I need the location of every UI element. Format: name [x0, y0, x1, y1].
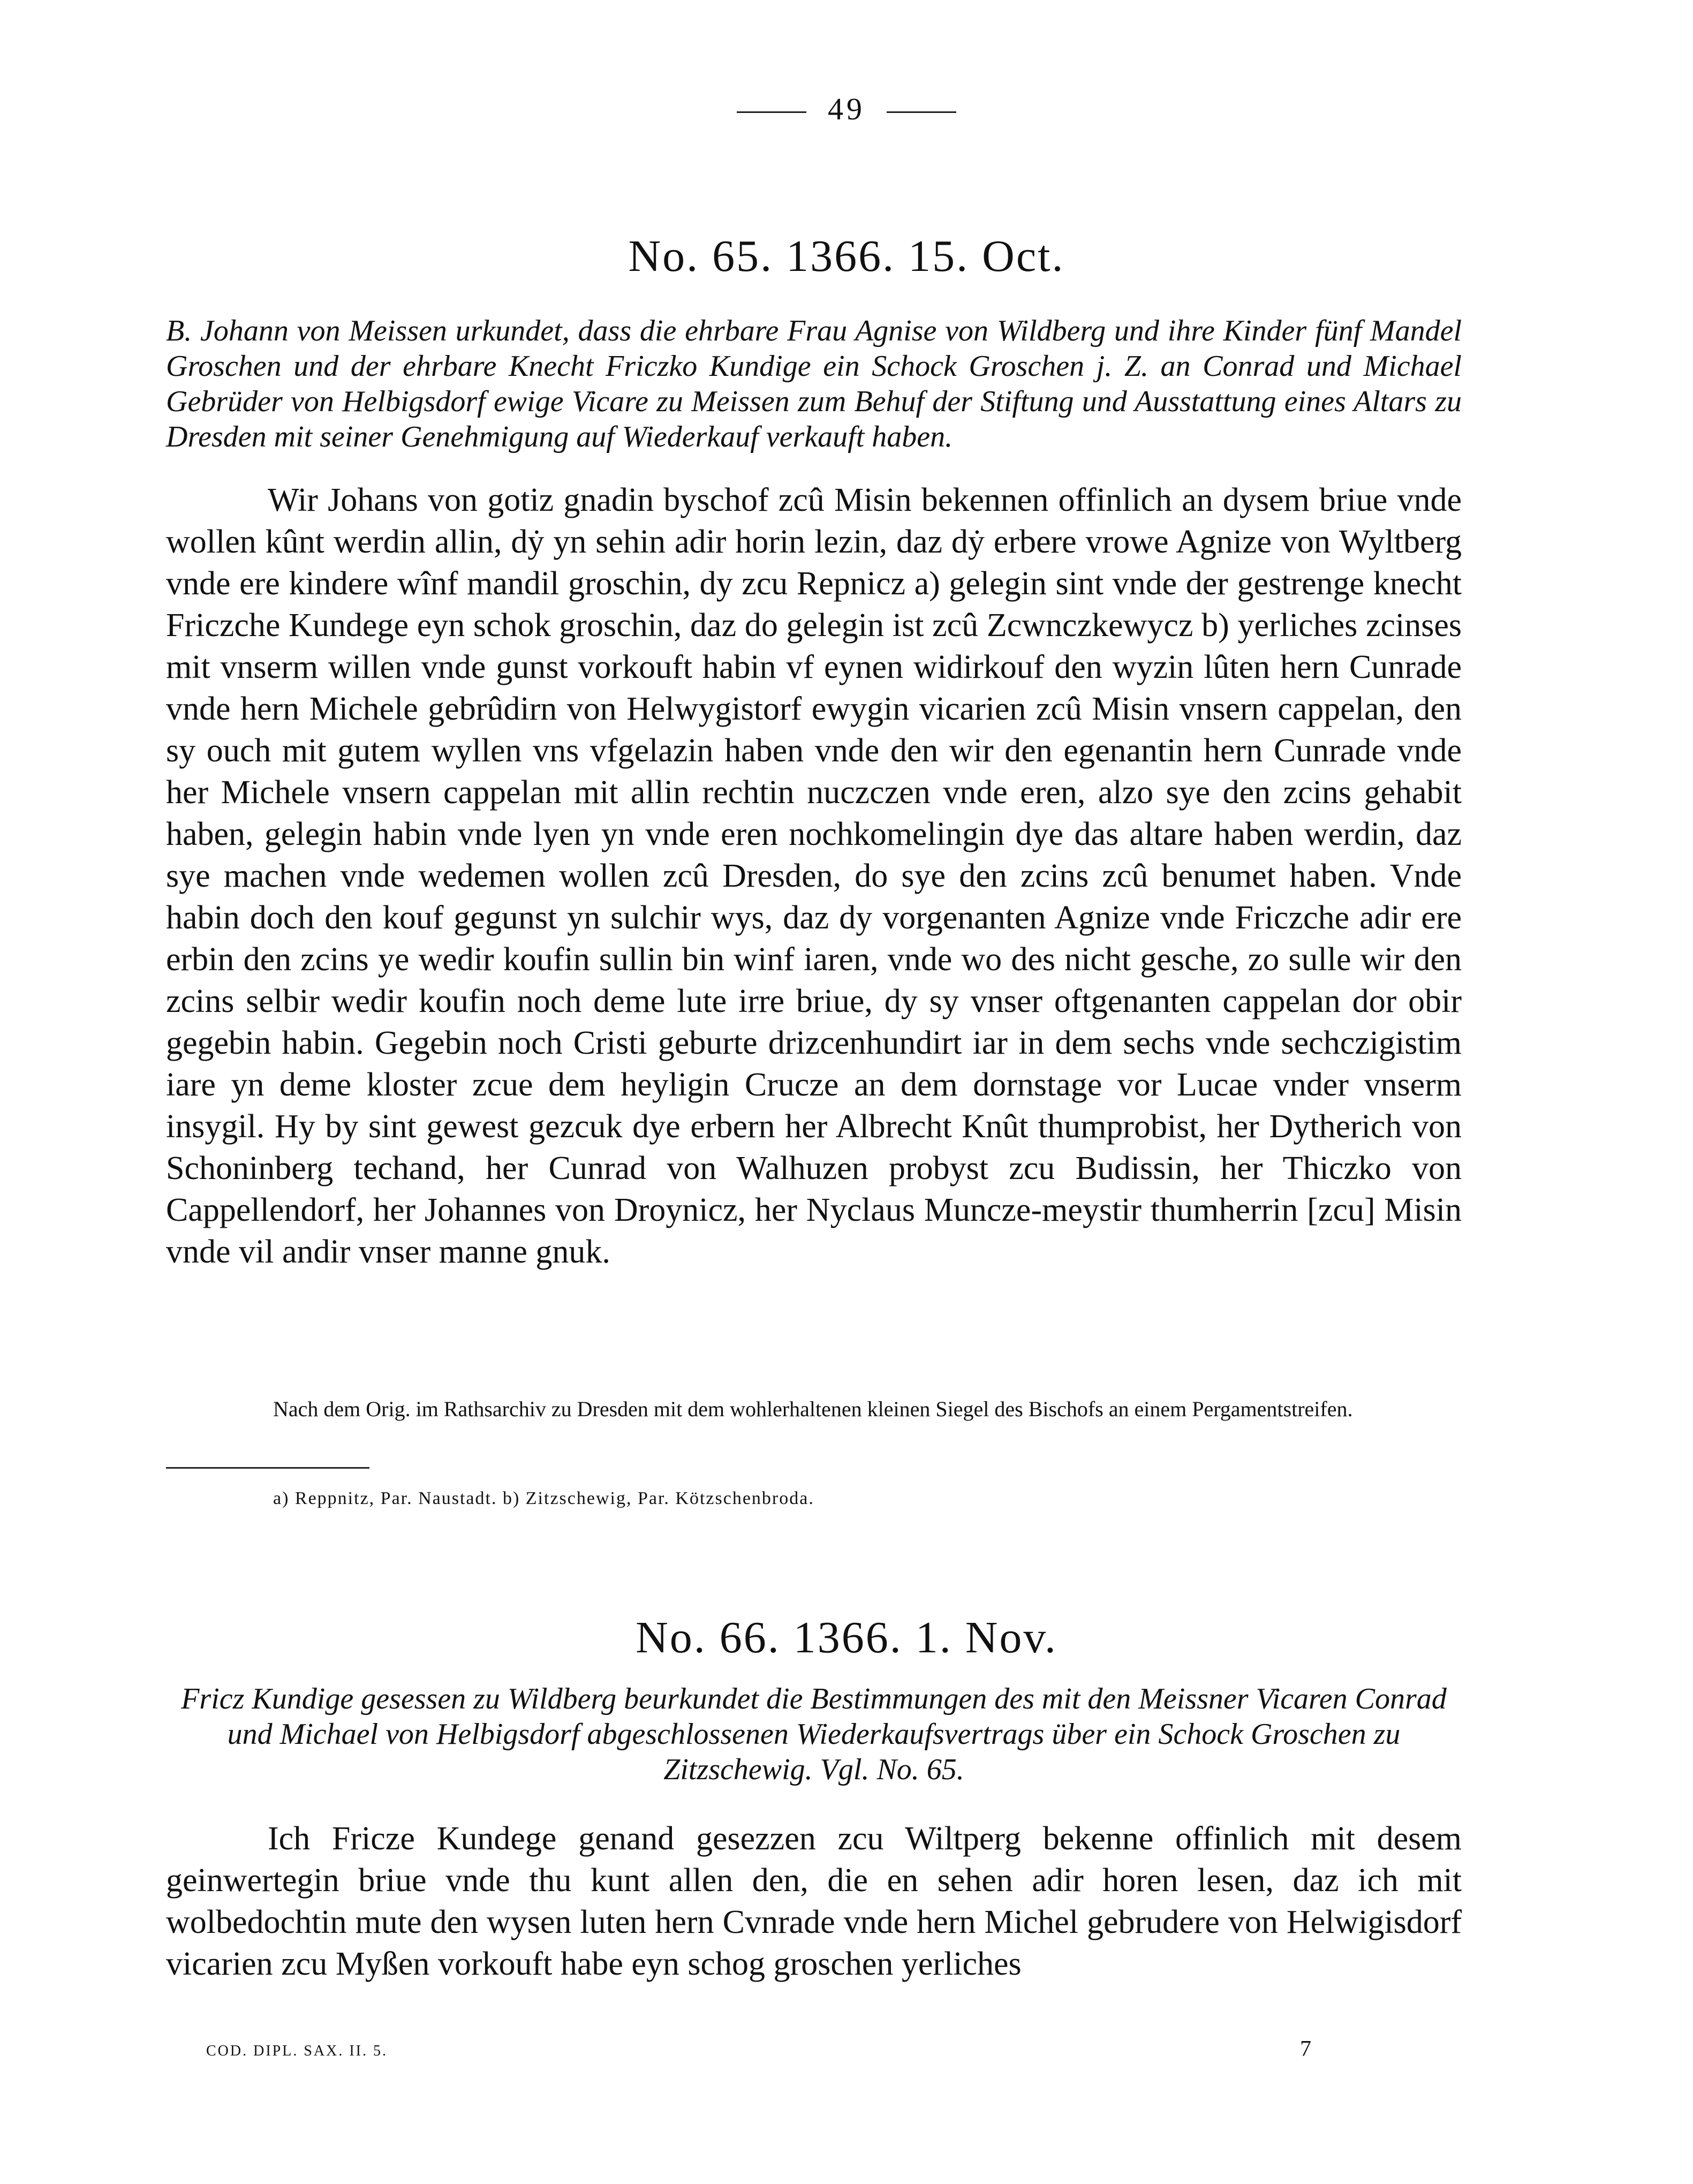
entry-65-source-note: Nach dem Orig. im Rathsarchiv zu Dresden mit dem wohlerhaltenen kleinen Siegel des Bischofs an einem Pergamentstreifen. — [273, 1397, 1353, 1421]
entry-65-heading: No. 65. 1366. 15. Oct. — [628, 231, 1065, 281]
page-number — [0, 91, 1693, 127]
entry-66-summary: Fricz Kundige gesessen zu Wildberg beurkundet die Bestimmungen des mit den Meissner Vicaren Conrad und Michael von Helbigsdorf abgeschlossenen Wiederkaufsvertrags über ein Schock Groschen zu Zitzschewig. Vgl. No. 65. — [181, 1682, 1447, 1786]
entry-65-summary: B. Johann von Meissen urkundet, dass die ehrbare Frau Agnise von Wildberg und ihre Kinder fünf Mandel Groschen und der ehrbare Knecht Friczko Kundige ein Schock Groschen j. Z. an Conrad und Michael Gebrüder von Helbigsdorf ewige Vicare zu Meissen zum Behuf der Stiftung und Ausstattung eines Altars zu Dresden mit seiner Genehmigung auf Wiederkauf verkauft haben. — [166, 314, 1462, 454]
entry-66-charter-text: Ich Fricze Kundege genand gesezzen zcu Wiltperg bekenne offinlich mit desem geinwertegin briue vnde thu kunt allen den, die en sehen adir horen lesen, daz ich mit wolbedochtin mute den wysen luten hern Cvnrade vnde hern Michel gebrudere von Helwigisdorf vicarien zcu Myßen vorkouft habe eyn schog groschen yerliches — [166, 1820, 1462, 1982]
entry-65-footnotes: a) Reppnitz, Par. Naustadt. b) Zitzschewig, Par. Kötzschenbroda. — [273, 1488, 814, 1508]
page-number-value: 49 — [828, 92, 865, 126]
footnote-rule — [166, 1467, 369, 1469]
entry-65-charter-text: Wir Johans von gotiz gnadin byschof zcû Misin bekennen offinlich an dysem briue vnde wollen kûnt werdin allin, dẏ yn sehin adir horin lezin, daz dẏ erbere vrowe Agnize von Wyltberg vnde ere kindere wînf mandil groschin, dy zcu Repnicz a) gelegin sint vnde der gestrenge knecht Friczche Kundege eyn schok groschin, daz do gelegin ist zcû Zcwnczkewycz b) yerliches zcinses mit vnserm willen vnde gunst vorkouft habin vf eynen widirkouf den wyzin lûten hern Cunrade vnde hern Michele gebrûdirn von Helwygistorf ewygin vicarien zcû Misin vnsern cappelan, den sy ouch mit gutem wyllen vns vfgelazin haben vnde den wir den egenantin hern Cunrade vnde her Michele vnsern cappelan mit allin rechtin nuczczen vnde eren, alzo sye den zcins gehabit haben, gelegin habin vnde lyen yn vnde eren nochkomelingin dye das altare haben werdin, daz sye machen vnde wedemen wollen zcû Dresden, do sye den zcins zcû benumet haben. Vnde habin doch den kouf gegunst yn sulchir wys, daz dy vorgenanten Agnize vnde Friczche adir ere erbin den zcins ye wedir koufin sullin bin winf iaren, vnde wo des nicht gesche, zo sulle wir den zcins selbir wedir koufin noch deme lute irre briue, dy sy vnser oftgenanten cappelan dor obir gegebin habin. Gegebin noch Cristi geburte drizcenhundirt iar in dem sechs vnde sechczigistim iare yn deme kloster zcue dem heyligin Crucze an dem dornstage vor Lucae vnder vnserm insygil. Hy by sint gewest gezcuk dye erbern her Albrecht Knût thumprobist, her Dytherich von Schoninberg techand, her Cunrad von Walhuzen probyst zcu Budissin, her Thiczko von Cappellendorf, her Johannes von Droynicz, her Nyclaus Muncze-meystir thumherrin [zcu] Misin vnde vil andir vnser manne gnuk. — [166, 482, 1462, 1270]
sheet-number: 7 — [1300, 2037, 1311, 2061]
page-number-dash-left — [737, 111, 806, 113]
entry-66-heading: No. 66. 1366. 1. Nov. — [636, 1613, 1057, 1662]
page-number-dash-right — [887, 111, 956, 113]
signature-mark: COD. DIPL. SAX. II. 5. — [206, 2043, 388, 2059]
